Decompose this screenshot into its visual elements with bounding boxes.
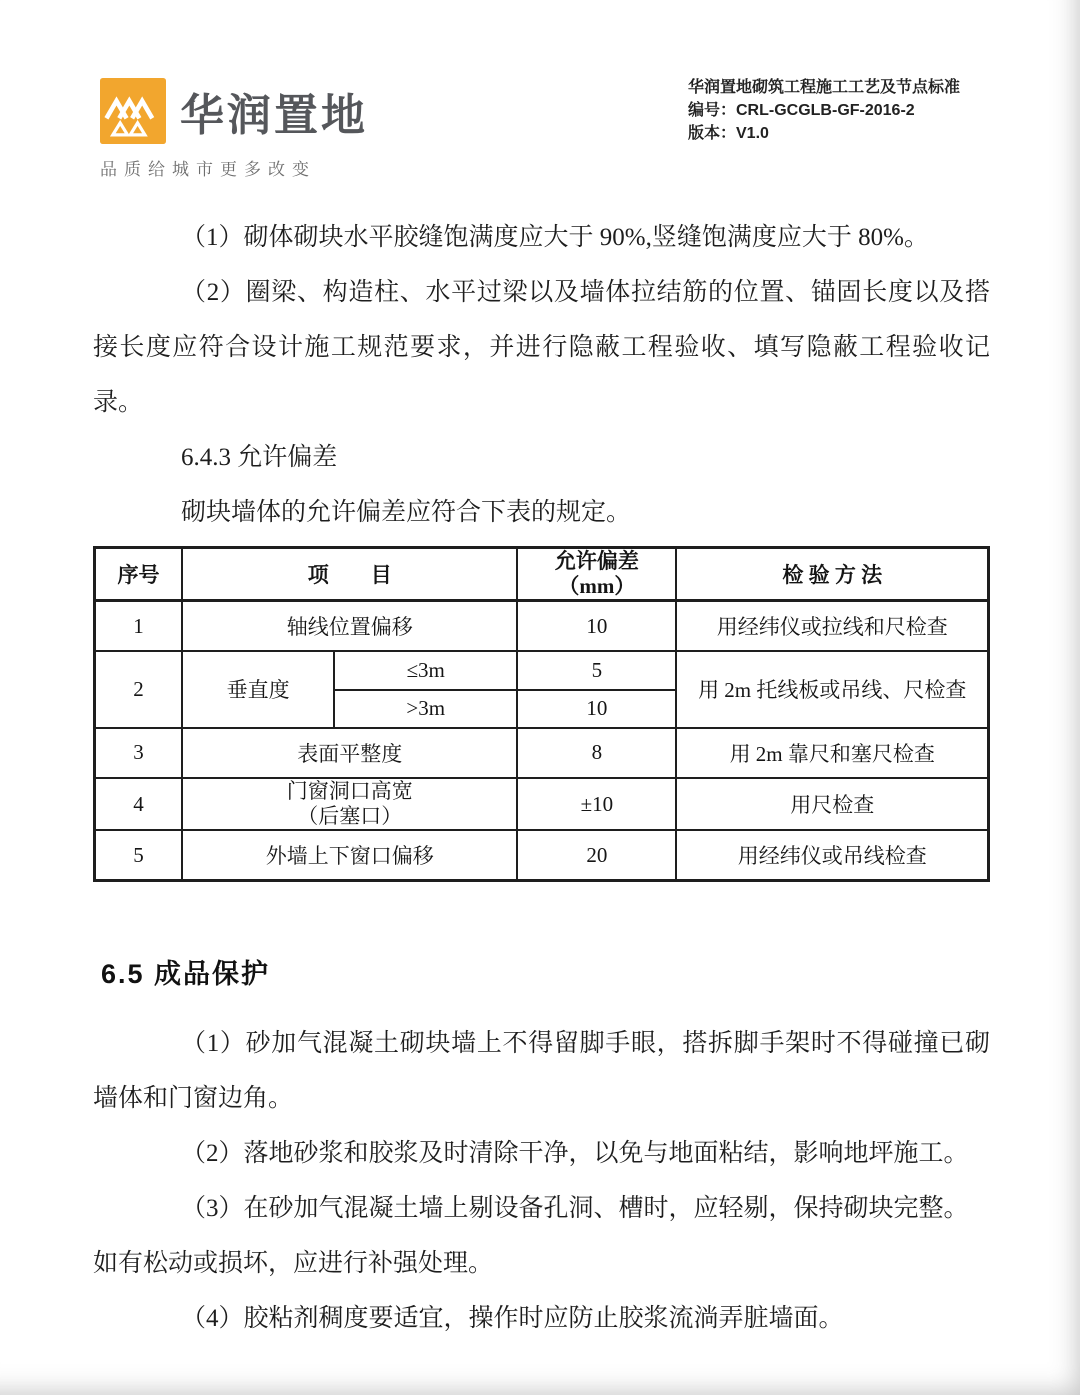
cell-item: 表面平整度 xyxy=(182,728,517,778)
paragraph-line: （4）胶粘剂稠度要适宜，操作时应防止胶浆流淌弄脏墙面。 xyxy=(181,1304,844,1332)
paragraph-line: （1）砂加气混凝土砌块墙上不得留脚手眼，搭拆脚手架时不得碰撞已砌 xyxy=(181,1029,990,1057)
paragraph-line: （1）砌体砌块水平胶缝饱满度应大于 90%,竖缝饱满度应大于 80%。 xyxy=(181,224,929,251)
paragraph-line: 墙体和门窗边角。 xyxy=(93,1084,294,1112)
tolerance-table xyxy=(93,546,990,882)
doc-info xyxy=(688,76,988,145)
cell-no: 1 xyxy=(95,601,183,651)
brand-name: 华润置地 xyxy=(180,91,368,140)
header-cell-no: 序号 xyxy=(95,548,183,601)
cell-no: 2 xyxy=(95,651,183,728)
cell-item-line2: （后塞口） xyxy=(297,804,403,829)
paragraph-line: 如有松动或损坏，应进行补强处理。 xyxy=(93,1249,494,1277)
cell-method: 用经纬仪或拉线和尺检查 xyxy=(676,601,988,651)
cell-item: 垂直度 xyxy=(182,651,334,728)
cell-method: 用 2m 托线板或吊线、尺检查 xyxy=(676,651,988,728)
table-row xyxy=(95,830,989,880)
cell-item-line1: 门窗洞口高宽 xyxy=(286,778,413,803)
table-row xyxy=(95,728,989,778)
paragraph-line: （2）圈梁、构造柱、水平过梁以及墙体拉结筋的位置、锚固长度以及搭 xyxy=(181,279,990,306)
paragraph-line: 接长度应符合设计施工规范要求，并进行隐蔽工程验收、填写隐蔽工程验收记 xyxy=(93,334,990,361)
logo-block xyxy=(100,78,368,180)
cell-tolerance: ±10 xyxy=(517,778,676,830)
header-cell-tolerance xyxy=(517,548,676,601)
doc-version: 版本：V1.0 xyxy=(688,125,769,142)
cell-tolerance: 5 xyxy=(517,651,676,690)
doc-title: 华润置地砌筑工程施工工艺及节点标准 xyxy=(688,79,961,96)
cr-mountain-logo-icon xyxy=(100,78,166,144)
table-row xyxy=(95,651,989,690)
cell-no: 5 xyxy=(95,830,183,880)
cell-method: 用尺检查 xyxy=(676,778,988,830)
table-row xyxy=(95,601,989,651)
page-header xyxy=(0,0,1080,180)
header-cell-method: 检 验 方 法 xyxy=(676,548,988,601)
doc-code: 编号：CRL-GCGLB-GF-2016-2 xyxy=(688,102,915,119)
cell-tolerance: 10 xyxy=(517,601,676,651)
paragraph-line: （2）落地砂浆和胶浆及时清除干净，以免与地面粘结，影响地坪施工。 xyxy=(181,1139,969,1167)
tolerance-header-line2: （mm） xyxy=(558,574,636,599)
cell-no: 4 xyxy=(95,778,183,830)
cell-condition: >3m xyxy=(334,690,517,728)
table-header-row xyxy=(95,548,989,601)
table-row xyxy=(95,778,989,830)
tolerance-header-line1: 允许偏差 xyxy=(554,549,639,573)
cell-no: 3 xyxy=(95,728,183,778)
table-intro: 砌块墙体的允许偏差应符合下表的规定。 xyxy=(181,499,632,526)
document-body xyxy=(93,210,990,1346)
cell-condition: ≤3m xyxy=(334,651,517,690)
paragraph-line: （3）在砂加气混凝土墙上剔设备孔洞、槽时，应轻剔，保持砌块完整。 xyxy=(181,1194,969,1222)
cell-tolerance: 20 xyxy=(517,830,676,880)
cell-tolerance: 8 xyxy=(517,728,676,778)
section-heading-643: 6.4.3 允许偏差 xyxy=(181,444,338,471)
cell-method: 用 2m 靠尺和塞尺检查 xyxy=(676,728,988,778)
cell-item: 外墙上下窗口偏移 xyxy=(182,830,517,880)
cell-method: 用经纬仪或吊线检查 xyxy=(676,830,988,880)
paragraph-line: 录。 xyxy=(93,389,144,416)
section-heading-65: 6.5 成品保护 xyxy=(101,958,271,989)
cell-item xyxy=(182,778,517,830)
header-cell-item: 项 目 xyxy=(182,548,517,601)
brand-tagline: 品质给城市更多改变 xyxy=(100,160,316,179)
cell-tolerance: 10 xyxy=(517,690,676,728)
cell-item: 轴线位置偏移 xyxy=(182,601,517,651)
